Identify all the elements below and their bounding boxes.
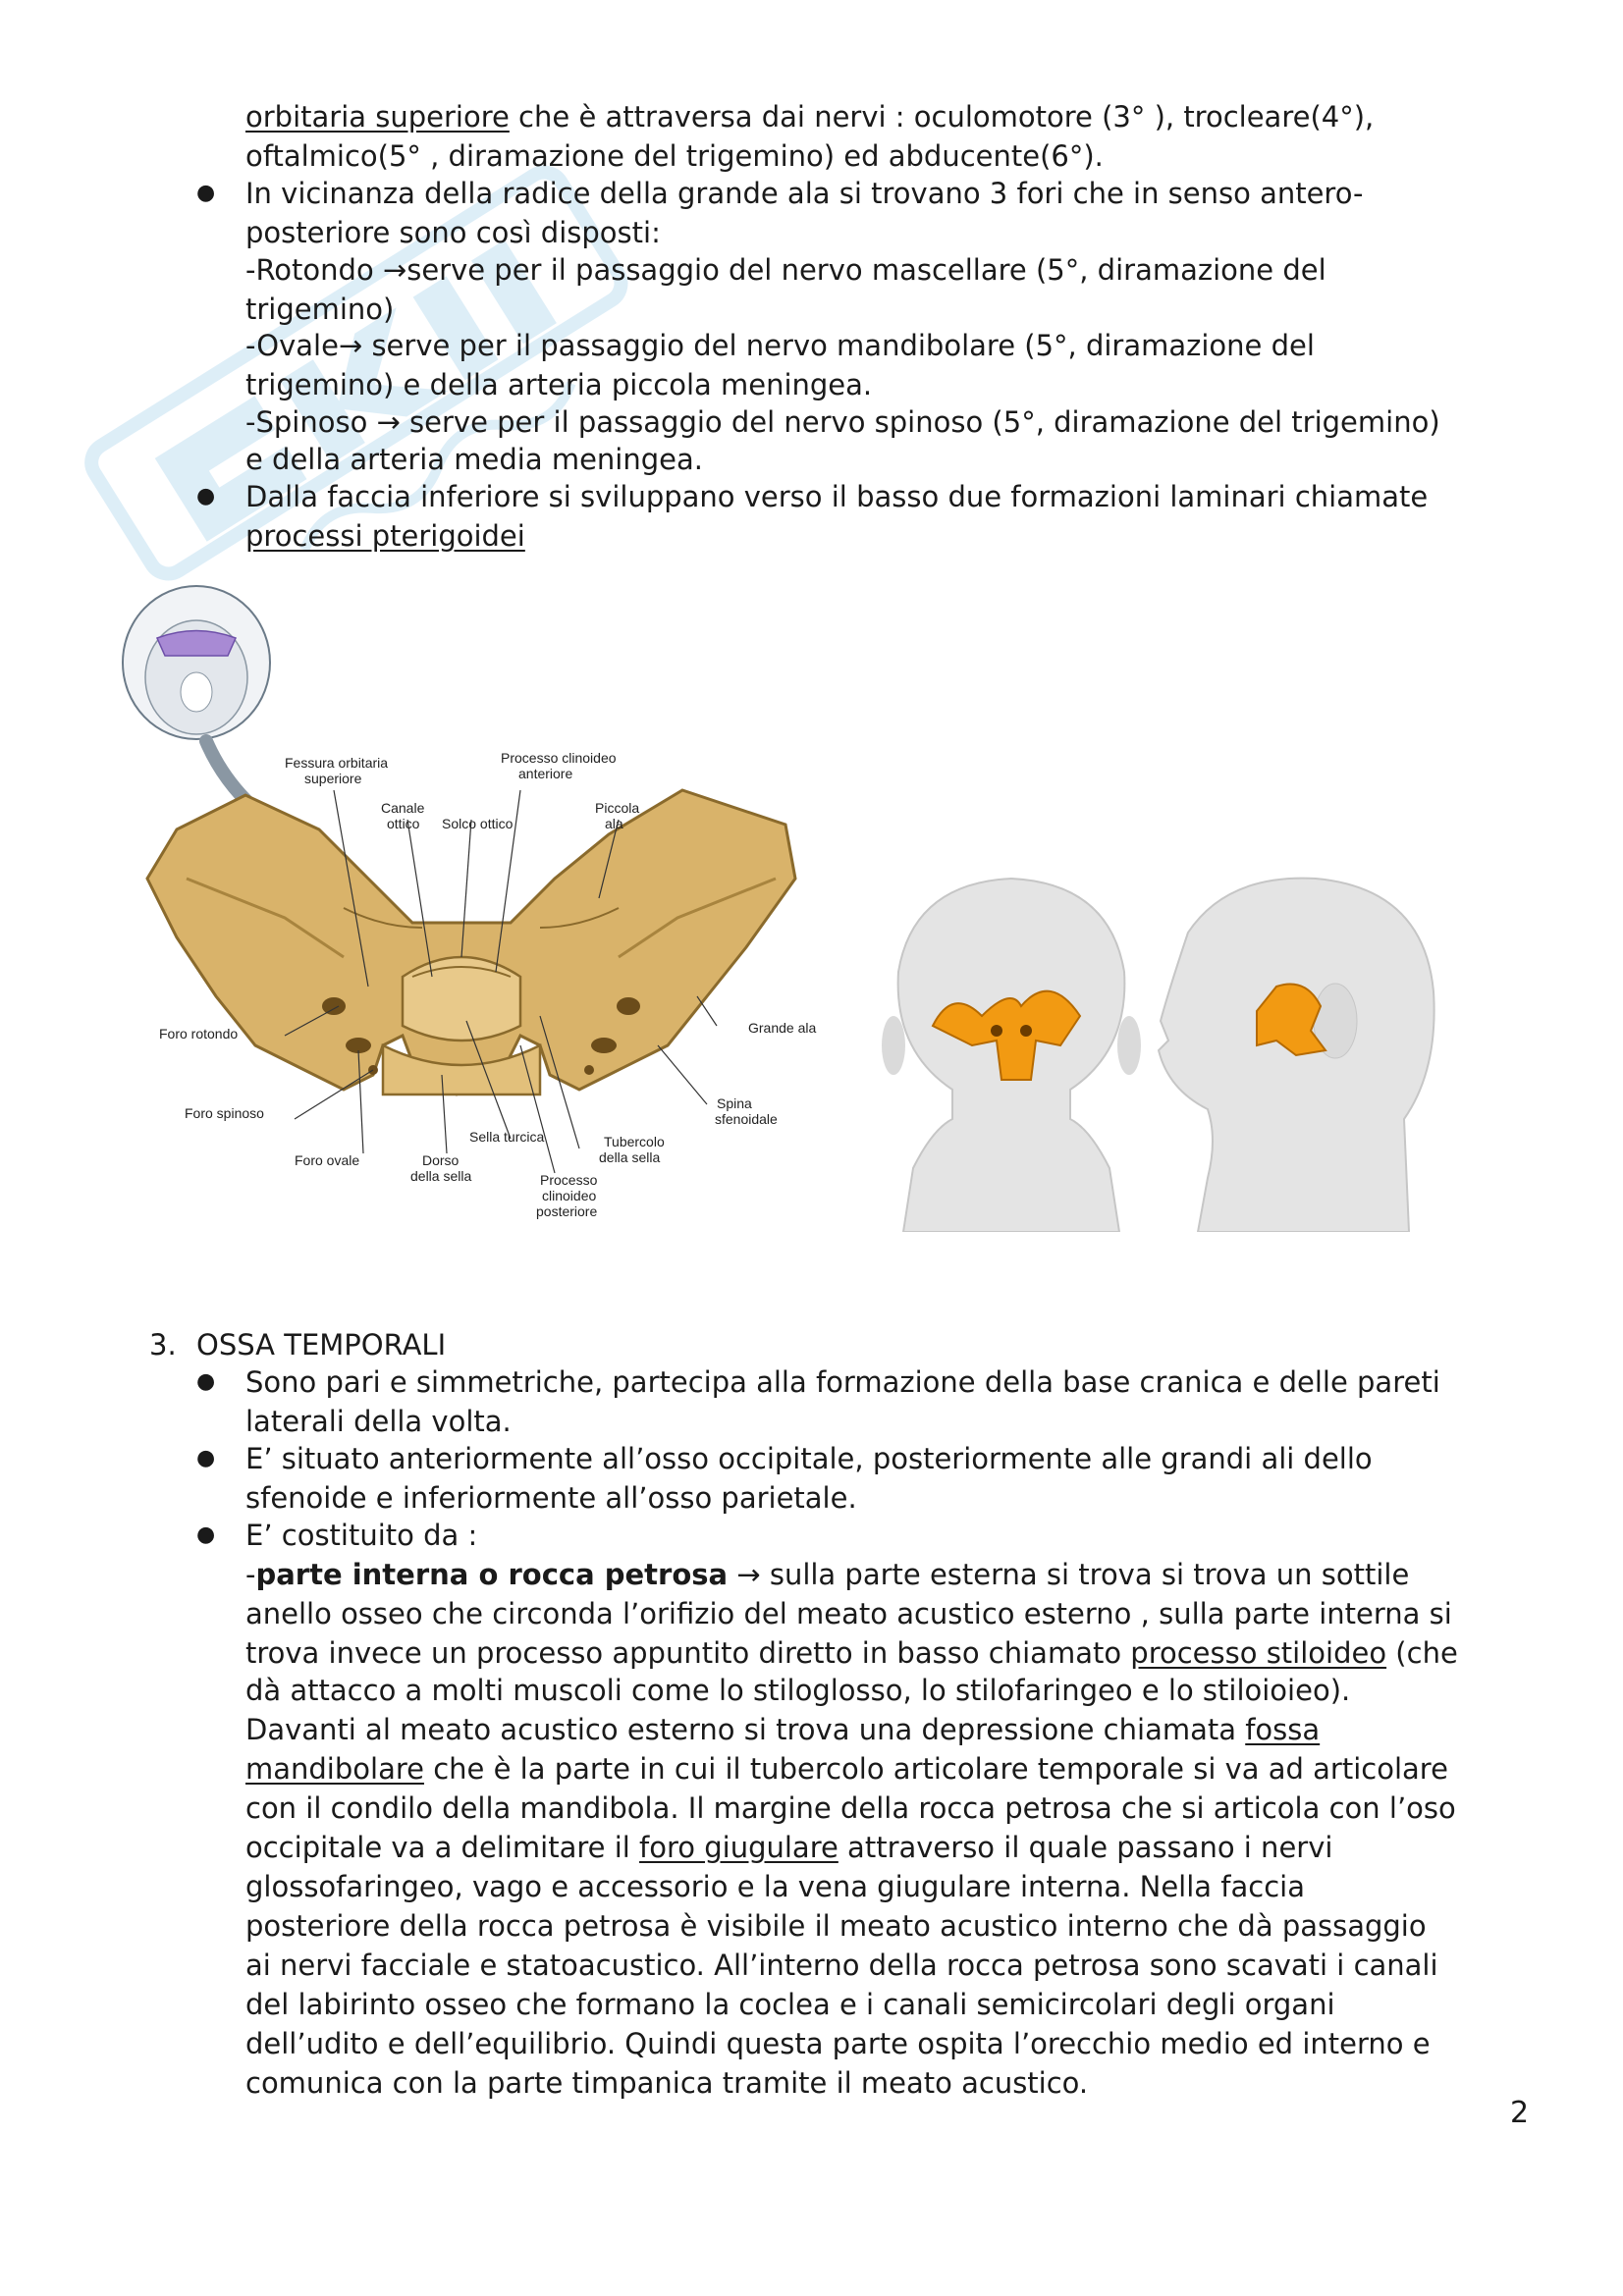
- label-foro-spinoso: Foro spinoso: [185, 1105, 264, 1121]
- label-spina-2: sfenoidale: [715, 1111, 778, 1127]
- bullet2-line-2: [245, 516, 525, 556]
- section-number: 3.: [149, 1328, 177, 1362]
- s3-para-line-6: mandibolare che è la parte in cui il tubercolo articolare temporale si va ad articolare: [245, 1752, 1448, 1786]
- label-piccola-1: Piccola: [595, 800, 640, 816]
- s3-para-line-3: trova invece un processo appuntito diretto in basso chiamato processo stiloideo (che: [245, 1636, 1458, 1670]
- s3-para-line-13: dell’udito e dell’equilibrio. Quindi questa parte ospita l’orecchio medio ed interno e: [245, 2027, 1431, 2060]
- label-foro-rotondo: Foro rotondo: [159, 1026, 239, 1041]
- s3-b2-line-2: sfenoide e inferiormente all’osso parietale.: [245, 1481, 857, 1515]
- link-orbitaria-superiore: orbitaria superiore: [245, 100, 510, 133]
- head-side: [1159, 879, 1434, 1232]
- bullet-dot-icon: ●: [196, 181, 216, 205]
- s3-para-line-7: con il condilo della mandibola. Il margine della rocca petrosa che si articola con l’oso: [245, 1791, 1456, 1825]
- label-dorso-2: della sella: [410, 1168, 472, 1184]
- s3-para-line-12: del labirinto osseo che formano la coclea e i canali semicircolari degli organi: [245, 1988, 1335, 2021]
- s3-para-line-14: comunica con la parte timpanica tramite il meato acustico.: [245, 2066, 1089, 2100]
- bullet-dot-icon: ●: [196, 1446, 216, 1470]
- label-canale-2: ottico: [387, 816, 420, 831]
- s3-para-line-2: anello osseo che circonda l’orifizio del meato acustico esterno , sulla parte interna si: [245, 1597, 1452, 1630]
- label-canale-1: Canale: [381, 800, 425, 816]
- bullet2-line-1: Dalla faccia inferiore si sviluppano verso il basso due formazioni laminari chiamate: [245, 480, 1429, 513]
- label-clinoideo-post-2: clinoideo: [542, 1188, 597, 1203]
- bullet-dot-icon: ●: [196, 484, 216, 508]
- bullet-dot-icon: ●: [196, 1369, 216, 1394]
- label-fessura-1: Fessura orbitaria: [285, 755, 389, 771]
- s3-para-line-9: glossofaringeo, vago e accessorio e la vena giugulare interna. Nella faccia: [245, 1870, 1305, 1903]
- section-title: OSSA TEMPORALI: [196, 1328, 447, 1362]
- s3-para-line-11: ai nervi facciale e statoacustico. All’interno della rocca petrosa sono scavati i canali: [245, 1949, 1438, 1982]
- intro-line-1: orbitaria superiore che è attraversa dai nervi : oculomotore (3° ), trocleare(4°),: [245, 100, 1375, 133]
- intro-line-2: oftalmico(5° , diramazione del trigemino) ed abducente(6°).: [245, 139, 1104, 173]
- sphenoid-bone-figure: [108, 584, 854, 1242]
- label-tubercolo-1: Tubercolo: [604, 1134, 665, 1149]
- page-number: 2: [1510, 2096, 1530, 2130]
- bullet1-line-1: In vicinanza della radice della grande ala si trovano 3 fori che in senso antero-: [245, 177, 1364, 210]
- label-grande-ala: Grande ala: [748, 1020, 817, 1036]
- link-mandibolare: mandibolare: [245, 1752, 424, 1786]
- skull-thumbnail: [123, 586, 270, 739]
- link-processi-pterigoidei: processi pterigoidei: [245, 519, 525, 553]
- label-clinoideo-ant-1: Processo clinoideo: [501, 750, 617, 766]
- bullet1-line-3: -Rotondo →serve per il passaggio del nervo mascellare (5°, diramazione del: [245, 253, 1326, 287]
- s3-para-line-4: dà attacco a molti muscoli come lo stiloglosso, lo stilofaringeo e lo stiloioieo).: [245, 1674, 1351, 1707]
- bullet1-line-7: -Spinoso → serve per il passaggio del nervo spinoso (5°, diramazione del trigemino): [245, 405, 1440, 439]
- bullet-dot-icon: ●: [196, 1522, 216, 1547]
- s3-b3-intro: E’ costituito da :: [245, 1519, 478, 1552]
- bullet1-line-4: trigemino): [245, 293, 395, 326]
- link-fossa: fossa: [1245, 1713, 1321, 1746]
- heads-illustration: [874, 874, 1463, 1232]
- s3-para-line-10: posteriore della rocca petrosa è visibile il meato acustico interno che dà passaggio: [245, 1909, 1427, 1943]
- bullet1-line-6: trigemino) e della arteria piccola meningea.: [245, 368, 873, 401]
- link-processo-stiloideo: processo stiloideo: [1130, 1636, 1387, 1670]
- s3-b1-line-2: laterali della volta.: [245, 1405, 512, 1438]
- bullet1-line-5: -Ovale→ serve per il passaggio del nervo mandibolare (5°, diramazione del: [245, 329, 1315, 362]
- label-foro-ovale: Foro ovale: [295, 1152, 360, 1168]
- label-piccola-2: ala: [605, 816, 623, 831]
- label-tubercolo-2: della sella: [599, 1149, 661, 1165]
- label-dorso-1: Dorso: [422, 1152, 460, 1168]
- head-front: [882, 879, 1141, 1232]
- s3-b2-line-1: E’ situato anteriormente all’osso occipitale, posteriormente alle grandi ali dello: [245, 1442, 1373, 1475]
- link-foro-giugulare: foro giugulare: [639, 1831, 839, 1864]
- label-spina-1: Spina: [717, 1095, 752, 1111]
- label-sella-turcica: Sella turcica: [469, 1129, 545, 1145]
- label-fessura-2: superiore: [304, 771, 362, 786]
- bullet1-line-8: e della arteria media meningea.: [245, 443, 703, 476]
- s3-b1-line-1: Sono pari e simmetriche, partecipa alla formazione della base cranica e delle pareti: [245, 1365, 1440, 1399]
- label-clinoideo-ant-2: anteriore: [518, 766, 573, 781]
- label-clinoideo-post-3: posteriore: [536, 1203, 598, 1219]
- s3-para-line-5: Davanti al meato acustico esterno si trova una depressione chiamata fossa: [245, 1713, 1321, 1746]
- sphenoid-bone: [147, 790, 795, 1095]
- bullet1-line-2: posteriore sono così disposti:: [245, 216, 661, 249]
- term-rocca-petrosa: parte interna o rocca petrosa: [255, 1558, 729, 1591]
- s3-para-line-8: occipitale va a delimitare il foro giugulare attraverso il quale passano i nervi: [245, 1831, 1333, 1864]
- s3-b3-line-1: -parte interna o rocca petrosa → sulla parte esterna si trova si trova un sottile: [245, 1558, 1410, 1591]
- label-clinoideo-post-1: Processo: [540, 1172, 598, 1188]
- label-solco: Solco ottico: [442, 816, 514, 831]
